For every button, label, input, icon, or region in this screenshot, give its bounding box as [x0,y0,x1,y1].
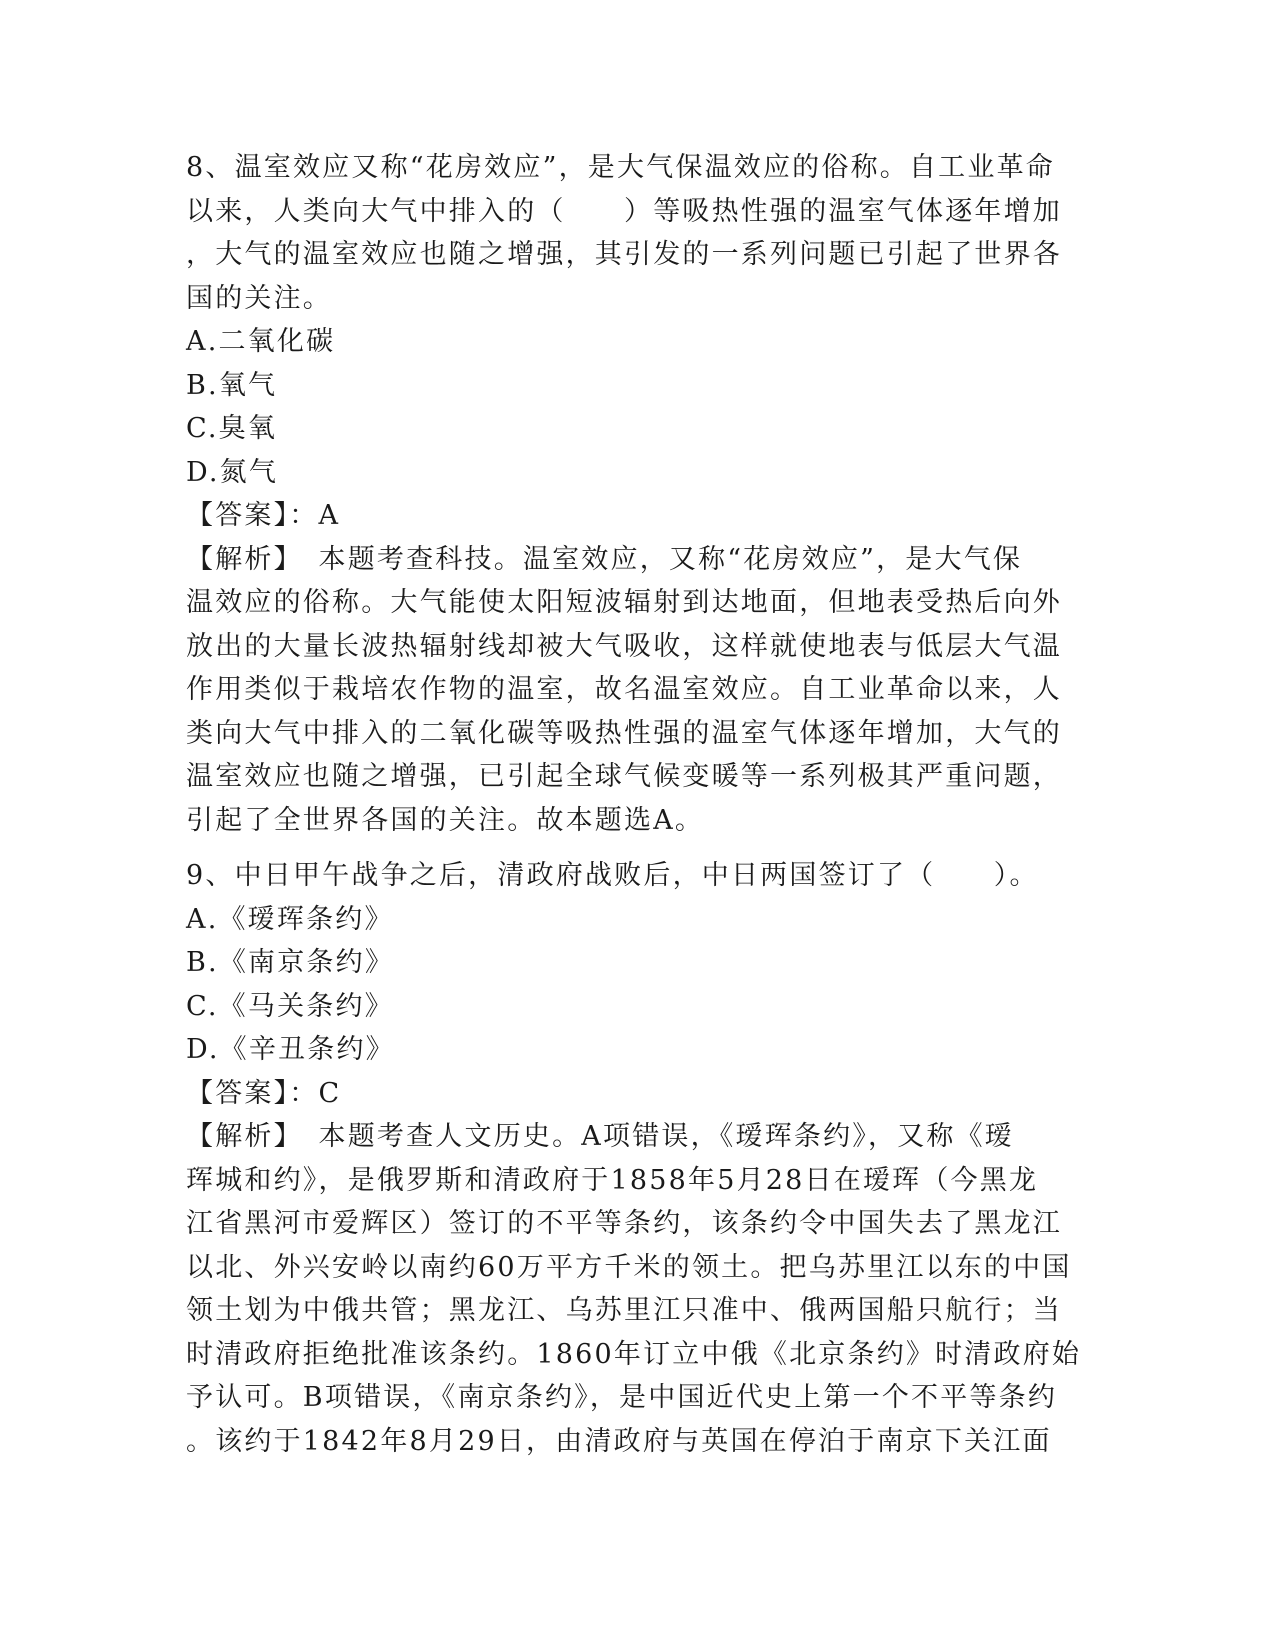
analysis [186,1115,1086,1463]
analysis-line: 放出的大量长波热辐射线却被大气吸收，这样就使地表与低层大气温 [186,630,1062,662]
question-gap [186,842,1086,854]
analysis [186,538,1086,843]
analysis-line: 【解析】 本题考查科技。温室效应，又称“花房效应”，是大气保 [186,543,1023,575]
analysis-line: 领土划为中俄共管；黑龙江、乌苏里江只准中、俄两国船只航行；当 [186,1295,1062,1326]
question-9 [186,854,1086,1463]
option-d: D.《辛丑条约》 [186,1034,395,1065]
analysis-line: 时清政府拒绝批准该条约。1860年订立中俄《北京条约》时清政府始 [186,1338,1082,1370]
answer-line: 【答案】：A [186,500,341,531]
analysis-line: 类向大气中排入的二氧化碳等吸热性强的温室气体逐年增加，大气的 [186,717,1062,749]
analysis-line: 温室效应也随之增强，已引起全球气候变暖等一系列极其严重问题， [186,761,1062,792]
option-a: A.二氧化碳 [186,326,336,357]
analysis-line: 江省黑河市爱辉区）签订的不平等条约，该条约令中国失去了黑龙江 [186,1208,1062,1239]
option-c: C.《马关条约》 [186,990,394,1022]
option-a: A.《瑷珲条约》 [186,903,394,935]
analysis-line: 温效应的俗称。大气能使太阳短波辐射到达地面，但地表受热后向外 [186,587,1062,618]
stem-line: 8、温室效应又称“花房效应”，是大气保温效应的俗称。自工业革命 [186,152,1055,183]
option-c: C.臭氧 [186,413,278,444]
option-b: B.《南京条约》 [186,947,395,978]
stem-line: 以来，人类向大气中排入的（ ）等吸热性强的温室气体逐年增加 [186,195,1062,227]
options-list [186,320,1086,494]
question-stem [186,854,1086,898]
stem-line: ，大气的温室效应也随之增强，其引发的一系列问题已引起了世界各 [186,239,1062,270]
analysis-line: 【解析】 本题考查人文历史。A项错误，《瑷珲条约》，又称《瑷 [186,1121,1014,1152]
analysis-line: 。该约于1842年8月29日，由清政府与英国在停泊于南京下关江面 [186,1425,1052,1457]
option-b: B.氧气 [186,369,278,401]
option-d: D.氮气 [186,456,279,488]
answer-line: 【答案】：C [186,1077,342,1109]
options-list [186,898,1086,1072]
analysis-line: 珲城和约》，是俄罗斯和清政府于1858年5月28日在瑷珲（今黑龙 [186,1164,1039,1196]
analysis-line: 引起了全世界各国的关注。故本题选A。 [186,804,705,836]
document-page [186,146,1086,1463]
analysis-line: 作用类似于栽培农作物的温室，故名温室效应。自工业革命以来，人 [186,674,1062,705]
analysis-line: 以北、外兴安岭以南约60万平方千米的领土。把乌苏里江以东的中国 [186,1251,1072,1283]
stem-line: 9、中日甲午战争之后，清政府战败后，中日两国签订了（ ）。 [186,860,1039,891]
analysis-line: 予认可。B项错误，《南京条约》，是中国近代史上第一个不平等条约 [186,1382,1058,1413]
stem-line: 国的关注。 [186,282,332,314]
question-8 [186,146,1086,842]
question-stem [186,146,1086,320]
